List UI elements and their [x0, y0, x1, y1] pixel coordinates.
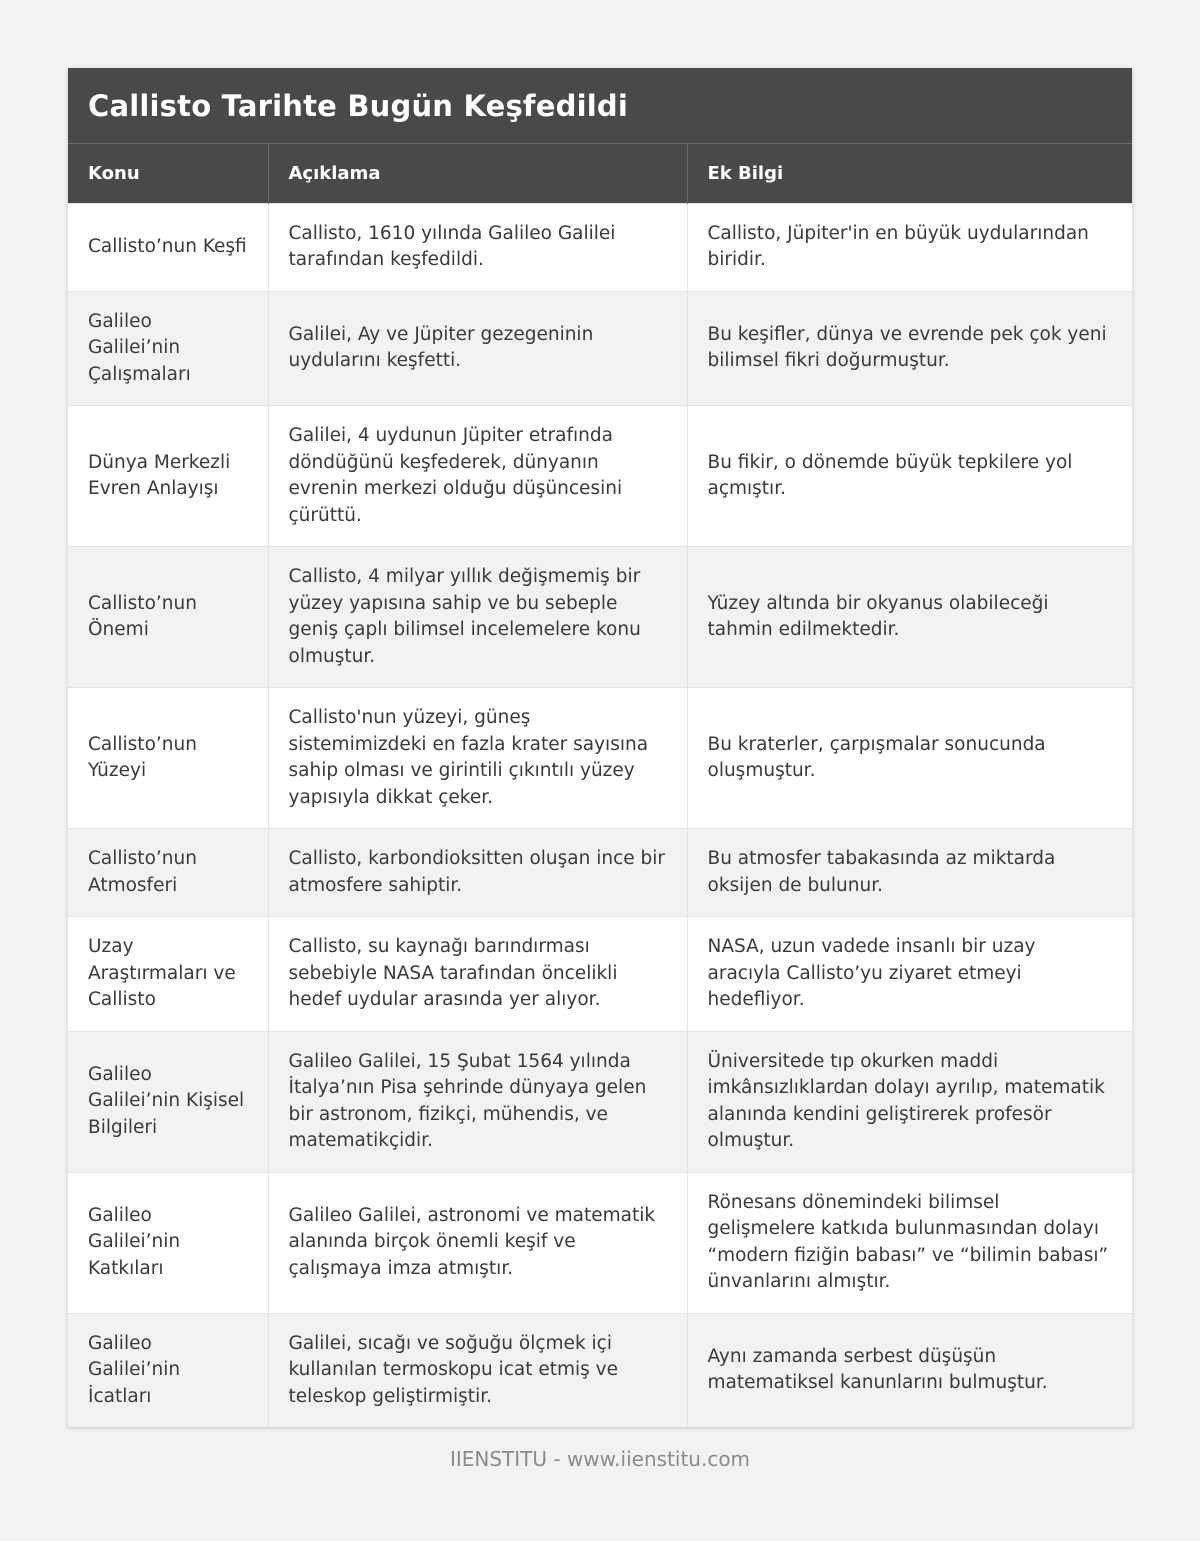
table-row — [68, 291, 1132, 406]
cell-konu: Uzay Araştırmaları ve Callisto — [68, 917, 268, 1032]
cell-ek-bilgi: Bu fikir, o dönemde büyük tepkilere yol açmıştır. — [687, 406, 1132, 547]
table-row — [68, 1031, 1132, 1172]
cell-konu: Dünya Merkezli Evren Anlayışı — [68, 406, 268, 547]
header-konu: Konu — [68, 144, 268, 203]
cell-aciklama: Callisto, 1610 yılında Galileo Galilei tarafından keşfedildi. — [268, 203, 687, 291]
cell-konu: Galileo Galilei’nin Kişisel Bilgileri — [68, 1031, 268, 1172]
table-header-row — [68, 144, 1132, 203]
cell-konu: Galileo Galilei’nin Çalışmaları — [68, 291, 268, 406]
cell-ek-bilgi: Callisto, Jüpiter'in en büyük uydularından biridir. — [687, 203, 1132, 291]
cell-ek-bilgi: NASA, uzun vadede insanlı bir uzay aracıyla Callisto’yu ziyaret etmeyi hedefliyor. — [687, 917, 1132, 1032]
cell-ek-bilgi: Bu kraterler, çarpışmalar sonucunda oluşmuştur. — [687, 688, 1132, 829]
table-row — [68, 547, 1132, 688]
cell-aciklama: Callisto'nun yüzeyi, güneş sistemimizdeki en fazla krater sayısına sahip olması ve girintili çıkıntılı yüzey yapısıyla dikkat çeker. — [268, 688, 687, 829]
page-title: Callisto Tarihte Bugün Keşfedildi — [88, 88, 628, 123]
footer-credit: IIENSTITU - www.iienstitu.com — [449, 1447, 751, 1471]
table-body — [68, 203, 1132, 1427]
cell-konu: Callisto’nun Keşfi — [68, 203, 268, 291]
cell-aciklama: Galilei, sıcağı ve soğuğu ölçmek içi kullanılan termoskopu icat etmiş ve teleskop geliştirmiştir. — [268, 1313, 687, 1427]
cell-konu: Callisto’nun Yüzeyi — [68, 688, 268, 829]
cell-aciklama: Callisto, su kaynağı barındırması sebebiyle NASA tarafından öncelikli hedef uydular arasında yer alıyor. — [268, 917, 687, 1032]
cell-ek-bilgi: Rönesans dönemindeki bilimsel gelişmelere katkıda bulunmasından dolayı “modern fiziğin babası” ve “bilimin babası” ünvanlarını almıştır. — [687, 1172, 1132, 1313]
cell-konu: Callisto’nun Önemi — [68, 547, 268, 688]
header-aciklama: Açıklama — [268, 144, 687, 203]
cell-ek-bilgi: Aynı zamanda serbest düşüşün matematiksel kanunlarını bulmuştur. — [687, 1313, 1132, 1427]
cell-konu: Callisto’nun Atmosferi — [68, 829, 268, 917]
table-row — [68, 1172, 1132, 1313]
info-card — [68, 68, 1132, 1427]
cell-ek-bilgi: Yüzey altında bir okyanus olabileceği tahmin edilmektedir. — [687, 547, 1132, 688]
cell-aciklama: Galilei, Ay ve Jüpiter gezegeninin uydularını keşfetti. — [268, 291, 687, 406]
cell-konu: Galileo Galilei’nin İcatları — [68, 1313, 268, 1427]
cell-konu: Galileo Galilei’nin Katkıları — [68, 1172, 268, 1313]
table-row — [68, 1313, 1132, 1427]
cell-ek-bilgi: Bu keşifler, dünya ve evrende pek çok yeni bilimsel fikri doğurmuştur. — [687, 291, 1132, 406]
cell-ek-bilgi: Bu atmosfer tabakasında az miktarda oksijen de bulunur. — [687, 829, 1132, 917]
table-row — [68, 917, 1132, 1032]
cell-aciklama: Galilei, 4 uydunun Jüpiter etrafında döndüğünü keşfederek, dünyanın evrenin merkezi olduğu düşüncesini çürüttü. — [268, 406, 687, 547]
header-ek-bilgi: Ek Bilgi — [687, 144, 1132, 203]
cell-aciklama: Callisto, karbondioksitten oluşan ince bir atmosfere sahiptir. — [268, 829, 687, 917]
table-row — [68, 829, 1132, 917]
table-row — [68, 406, 1132, 547]
title-bar — [68, 68, 1132, 144]
cell-ek-bilgi: Üniversitede tıp okurken maddi imkânsızlıklardan dolayı ayrılıp, matematik alanında kendini geliştirerek profesör olmuştur. — [687, 1031, 1132, 1172]
cell-aciklama: Galileo Galilei, 15 Şubat 1564 yılında İtalya’nın Pisa şehrinde dünyaya gelen bir astronom, fizikçi, mühendis, ve matematikçidir. — [268, 1031, 687, 1172]
cell-aciklama: Galileo Galilei, astronomi ve matematik alanında birçok önemli keşif ve çalışmaya imza atmıştır. — [268, 1172, 687, 1313]
cell-aciklama: Callisto, 4 milyar yıllık değişmemiş bir yüzey yapısına sahip ve bu sebeple geniş çaplı bilimsel incelemelere konu olmuştur. — [268, 547, 687, 688]
table-row — [68, 688, 1132, 829]
info-table — [68, 144, 1132, 1427]
table-row — [68, 203, 1132, 291]
